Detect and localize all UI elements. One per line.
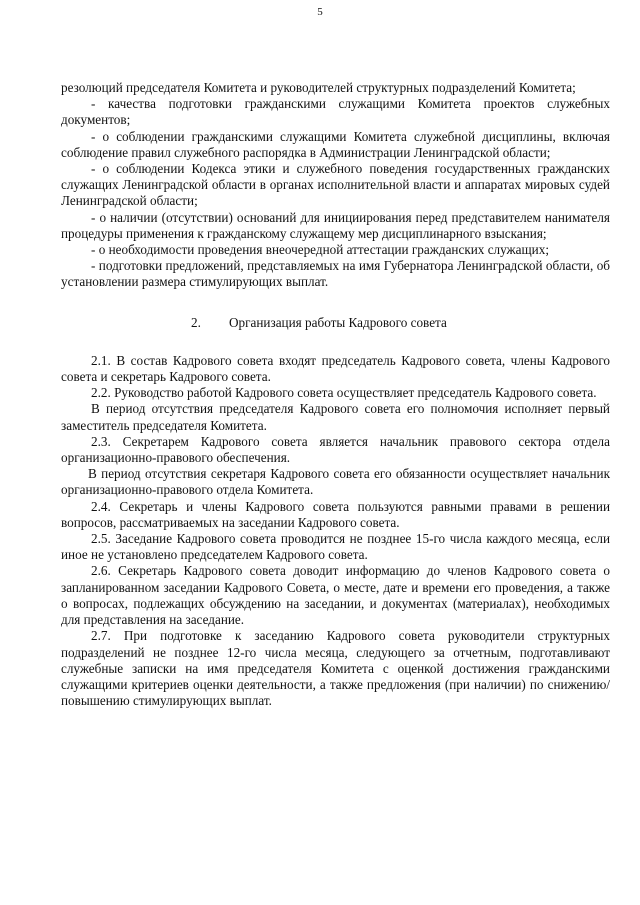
document-body: [61, 80, 610, 709]
list-item: - подготовки предложений, представляемых на имя Губернатора Ленинградской области, об установлении размера стимулирующих выплат.: [61, 258, 610, 290]
paragraph: 2.2. Руководство работой Кадрового совета осуществляет председатель Кадрового совета.: [91, 385, 597, 401]
list-item: - качества подготовки гражданскими служащими Комитета проектов служебных документов;: [61, 96, 610, 128]
section-heading: [61, 315, 610, 331]
paragraph: 2.6. Секретарь Кадрового совета доводит информацию до членов Кадрового совета о запланированном заседании Кадрового Совета, о месте, дате и времени его проведения, а также о вопросах, подлежащих обсуждению на заседании, и документах (материалах), необходимых для представления на заседание.: [61, 563, 610, 628]
section-title: Организация работы Кадрового совета: [229, 314, 447, 330]
list-item: - о соблюдении гражданскими служащими Комитета служебной дисциплины, включая соблюдение правил служебного распорядка в Администрации Ленинградской области;: [61, 128, 610, 160]
page-number: 5: [317, 6, 323, 18]
paragraph: 2.5. Заседание Кадрового совета проводится не позднее 15-го числа каждого месяца, если иное не установлено председателем Кадрового совета.: [61, 531, 610, 563]
paragraph: В период отсутствия председателя Кадрового совета его полномочия исполняет первый заместитель председателя Комитета.: [61, 401, 610, 433]
paragraph: 2.3. Секретарем Кадрового совета является начальник правового сектора отдела организационно-правового обеспечения.: [61, 433, 610, 466]
paragraph: 2.4. Секретарь и члены Кадрового совета пользуются равными правами в решении вопросов, рассматриваемых на заседании Кадрового совета.: [61, 498, 610, 530]
list-item: - о необходимости проведения внеочередной аттестации гражданских служащих;: [91, 242, 549, 258]
paragraph: 2.7. При подготовке к заседанию Кадрового совета руководители структурных подразделений не позднее 12-го числа месяца, следующего за отчетным, подготавливают служебные записки на имя председателя Комитета с оценкой достижения гражданскими служащими критериев оценки деятельности, а также предложения (при наличии) по снижению/повышению стимулирующих выплат.: [61, 628, 610, 709]
paragraph: В период отсутствия секретаря Кадрового совета его обязанности осуществляет начальник организационно-правового отдела Комитета.: [61, 466, 610, 498]
paragraph: 2.1. В состав Кадрового совета входят председатель Кадрового совета, члены Кадрового совета и секретарь Кадрового совета.: [61, 352, 610, 385]
list-item: - о наличии (отсутствии) оснований для инициирования перед представителем нанимателя процедуры применения к гражданскому служащему мер дисциплинарного взыскания;: [61, 209, 610, 241]
paragraph: резолюций председателя Комитета и руководителей структурных подразделений Комитета;: [61, 80, 576, 95]
list-item: - о соблюдении Кодекса этики и служебного поведения государственных гражданских служащих Ленинградской области в органах исполнительной власти и аппаратах мировых судей Ленинградской области;: [61, 161, 610, 209]
section-number: 2.: [191, 314, 201, 330]
